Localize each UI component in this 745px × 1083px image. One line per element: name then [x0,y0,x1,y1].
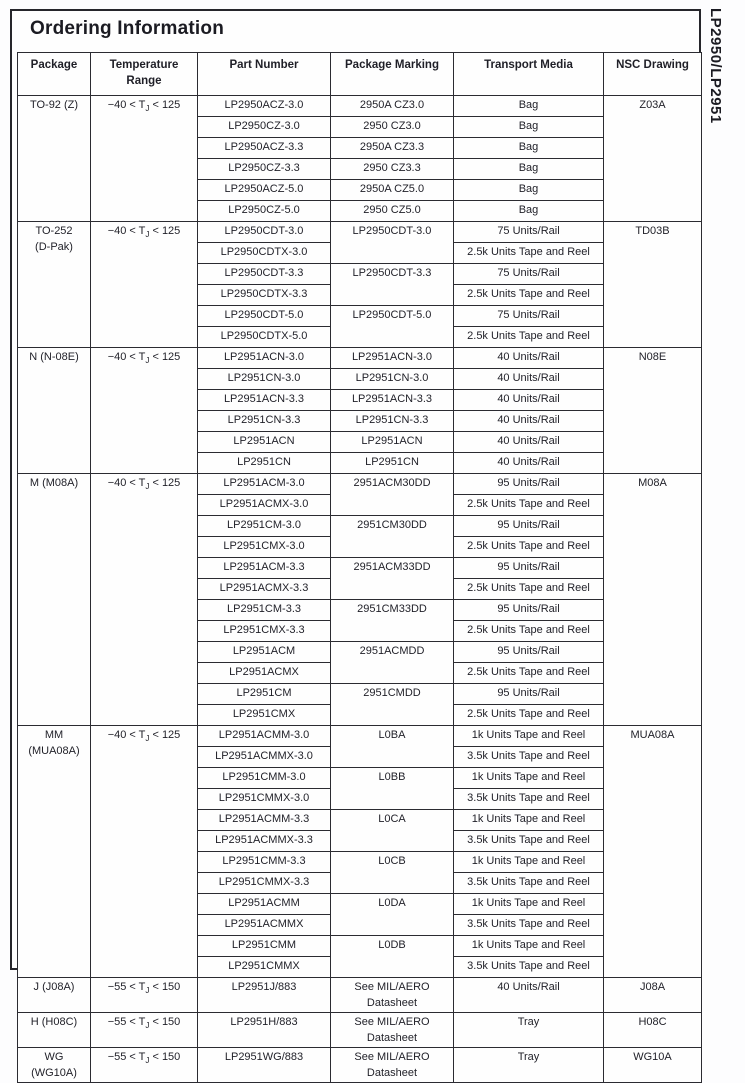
transport-media-cell: Bag [454,159,604,180]
part-number-cell: LP2951CMX-3.0 [198,537,331,558]
package-marking-cell: L0BB [331,768,454,810]
temperature-range-cell: $-40 < T_J < 125$ [91,348,198,474]
part-number-cell: LP2951ACMM-3.3 [198,810,331,831]
package-cell: N (N-08E) [18,348,91,474]
transport-media-cell: 40 Units/Rail [454,369,604,390]
part-number-cell: LP2951WG/883 [198,1048,331,1083]
package-cell: MM (MUA08A) [18,726,91,978]
transport-media-cell: 1k Units Tape and Reel [454,726,604,747]
transport-media-cell: 95 Units/Rail [454,516,604,537]
temp-subscript: J [145,734,150,744]
part-number-cell: LP2950CZ-5.0 [198,201,331,222]
transport-media-cell: Tray [454,1013,604,1048]
transport-media-cell: 3.5k Units Tape and Reel [454,747,604,768]
package-marking-cell: 2951ACMDD [331,642,454,684]
package-marking-cell: LP2951CN-3.0 [331,369,454,390]
package-marking-cell: 2951CM33DD [331,600,454,642]
header-part-number: Part Number [198,53,331,96]
transport-media-cell: 75 Units/Rail [454,222,604,243]
part-number-cell: LP2951CMX-3.3 [198,621,331,642]
header-row [18,53,702,96]
ordering-table-body [18,96,702,1083]
part-number-cell: LP2951CN-3.0 [198,369,331,390]
transport-media-cell: 2.5k Units Tape and Reel [454,705,604,726]
transport-media-cell: 40 Units/Rail [454,978,604,1013]
package-marking-cell: 2950 CZ3.3 [331,159,454,180]
part-number-cell: LP2950CDTX-3.3 [198,285,331,306]
nsc-drawing-cell: WG10A [604,1048,702,1083]
header-package-marking: Package Marking [331,53,454,96]
temperature-range-cell: $-55 < T_J < 150$ [91,978,198,1013]
transport-media-cell: 3.5k Units Tape and Reel [454,789,604,810]
transport-media-cell: 2.5k Units Tape and Reel [454,621,604,642]
package-marking-cell: 2951CMDD [331,684,454,726]
nsc-drawing-cell: N08E [604,348,702,474]
transport-media-cell: Bag [454,117,604,138]
part-number-cell: LP2951CM-3.3 [198,600,331,621]
transport-media-cell: 3.5k Units Tape and Reel [454,957,604,978]
temperature-range-cell: $-55 < T_J < 150$ [91,1048,198,1083]
transport-media-cell: 40 Units/Rail [454,390,604,411]
part-number-cell: LP2951CMM-3.3 [198,852,331,873]
part-number-cell: LP2950CDTX-5.0 [198,327,331,348]
table-row [18,1013,702,1048]
package-cell: WG (WG10A) [18,1048,91,1083]
nsc-drawing-cell: J08A [604,978,702,1013]
temperature-range-cell: $-40 < T_J < 125$ [91,222,198,348]
package-cell: TO-252 (D-Pak) [18,222,91,348]
header-transport-media: Transport Media [454,53,604,96]
temp-subscript: J [145,986,150,996]
transport-media-cell: 40 Units/Rail [454,411,604,432]
part-number-cell: LP2951ACN-3.0 [198,348,331,369]
part-number-cell: LP2951CMX [198,705,331,726]
header-package: Package [18,53,91,96]
package-cell: J (J08A) [18,978,91,1013]
temp-subscript: J [145,230,150,240]
table-row [18,726,702,747]
package-marking-cell: LP2951CN-3.3 [331,411,454,432]
transport-media-cell: 95 Units/Rail [454,642,604,663]
part-number-cell: LP2951CMM-3.0 [198,768,331,789]
package-marking-cell: LP2951CN [331,453,454,474]
table-row [18,96,702,117]
package-marking-cell: LP2951ACN [331,432,454,453]
ordering-table-header [18,53,702,96]
transport-media-cell: 1k Units Tape and Reel [454,768,604,789]
part-number-cell: LP2951CMMX-3.0 [198,789,331,810]
part-number-cell: LP2950ACZ-5.0 [198,180,331,201]
part-number-cell: LP2951CN-3.3 [198,411,331,432]
package-marking-cell: 2950A CZ5.0 [331,180,454,201]
transport-media-cell: 40 Units/Rail [454,432,604,453]
nsc-drawing-cell: MUA08A [604,726,702,978]
transport-media-cell: 3.5k Units Tape and Reel [454,915,604,936]
package-cell: TO-92 (Z) [18,96,91,222]
transport-media-cell: 75 Units/Rail [454,264,604,285]
transport-media-cell: 2.5k Units Tape and Reel [454,495,604,516]
temp-subscript: J [145,1021,150,1031]
temp-subscript: J [145,356,150,366]
package-marking-cell: 2951ACM30DD [331,474,454,516]
package-cell: M (M08A) [18,474,91,726]
transport-media-cell: 95 Units/Rail [454,558,604,579]
package-marking-cell: See MIL/AERO Datasheet [331,978,454,1013]
transport-media-cell: 3.5k Units Tape and Reel [454,873,604,894]
transport-media-cell: 2.5k Units Tape and Reel [454,243,604,264]
package-marking-cell: See MIL/AERO Datasheet [331,1048,454,1083]
part-number-cell: LP2951CMMX-3.3 [198,873,331,894]
header-temperature-range: Temperature Range [91,53,198,96]
table-row [18,348,702,369]
transport-media-cell: 95 Units/Rail [454,474,604,495]
transport-media-cell: 2.5k Units Tape and Reel [454,327,604,348]
package-marking-cell: LP2951ACN-3.3 [331,390,454,411]
nsc-drawing-cell: M08A [604,474,702,726]
transport-media-cell: 2.5k Units Tape and Reel [454,537,604,558]
part-number-cell: LP2951ACN [198,432,331,453]
transport-media-cell: 2.5k Units Tape and Reel [454,663,604,684]
transport-media-cell: 1k Units Tape and Reel [454,936,604,957]
part-number-cell: LP2951CMM [198,936,331,957]
part-number-cell: LP2951ACMX [198,663,331,684]
part-number-cell: LP2951ACMM [198,894,331,915]
temperature-range-cell: $-40 < T_J < 125$ [91,96,198,222]
part-number-cell: LP2951ACN-3.3 [198,390,331,411]
transport-media-cell: 40 Units/Rail [454,453,604,474]
transport-media-cell: 1k Units Tape and Reel [454,852,604,873]
package-marking-cell: LP2950CDT-5.0 [331,306,454,348]
nsc-drawing-cell: H08C [604,1013,702,1048]
transport-media-cell: Bag [454,180,604,201]
package-marking-cell: L0DB [331,936,454,978]
part-number-cell: LP2951ACMX-3.3 [198,579,331,600]
part-number-cell: LP2951J/883 [198,978,331,1013]
part-number-cell: LP2951ACM [198,642,331,663]
package-marking-cell: See MIL/AERO Datasheet [331,1013,454,1048]
datasheet-part-side-label: LP2950/LP2951 [707,8,724,124]
temperature-range-cell: $-40 < T_J < 125$ [91,726,198,978]
part-number-cell: LP2951H/883 [198,1013,331,1048]
transport-media-cell: 1k Units Tape and Reel [454,894,604,915]
part-number-cell: LP2950CZ-3.3 [198,159,331,180]
transport-media-cell: Bag [454,138,604,159]
package-marking-cell: L0DA [331,894,454,936]
transport-media-cell: 95 Units/Rail [454,600,604,621]
transport-media-cell: 1k Units Tape and Reel [454,810,604,831]
temp-subscript: J [145,482,150,492]
part-number-cell: LP2950ACZ-3.0 [198,96,331,117]
header-nsc-drawing: NSC Drawing [604,53,702,96]
part-number-cell: LP2950CDT-3.0 [198,222,331,243]
page-title: Ordering Information [30,18,224,39]
transport-media-cell: 2.5k Units Tape and Reel [454,579,604,600]
package-marking-cell: 2951ACM33DD [331,558,454,600]
part-number-cell: LP2951ACMMX [198,915,331,936]
nsc-drawing-cell: Z03A [604,96,702,222]
part-number-cell: LP2951ACMMX-3.0 [198,747,331,768]
package-marking-cell: LP2950CDT-3.3 [331,264,454,306]
ordering-table [17,52,702,1083]
package-cell: H (H08C) [18,1013,91,1048]
transport-media-cell: 75 Units/Rail [454,306,604,327]
table-row [18,474,702,495]
package-marking-cell: L0BA [331,726,454,768]
part-number-cell: LP2950CZ-3.0 [198,117,331,138]
part-number-cell: LP2950CDT-5.0 [198,306,331,327]
part-number-cell: LP2950CDTX-3.0 [198,243,331,264]
part-number-cell: LP2950CDT-3.3 [198,264,331,285]
package-marking-cell: 2951CM30DD [331,516,454,558]
transport-media-cell: 95 Units/Rail [454,684,604,705]
part-number-cell: LP2951CN [198,453,331,474]
package-marking-cell: 2950A CZ3.0 [331,96,454,117]
nsc-drawing-cell: TD03B [604,222,702,348]
part-number-cell: LP2951CMMX [198,957,331,978]
transport-media-cell: Tray [454,1048,604,1083]
part-number-cell: LP2951ACMMX-3.3 [198,831,331,852]
package-marking-cell: LP2950CDT-3.0 [331,222,454,264]
part-number-cell: LP2951CM [198,684,331,705]
package-marking-cell: L0CA [331,810,454,852]
temperature-range-cell: $-40 < T_J < 125$ [91,474,198,726]
table-row [18,222,702,243]
part-number-cell: LP2951CM-3.0 [198,516,331,537]
temp-subscript: J [145,104,150,114]
part-number-cell: LP2951ACM-3.0 [198,474,331,495]
table-row [18,1048,702,1083]
package-marking-cell: LP2951ACN-3.0 [331,348,454,369]
part-number-cell: LP2951ACMM-3.0 [198,726,331,747]
transport-media-cell: Bag [454,201,604,222]
part-number-cell: LP2951ACMX-3.0 [198,495,331,516]
temp-subscript: J [145,1056,150,1066]
transport-media-cell: Bag [454,96,604,117]
part-number-cell: LP2950ACZ-3.3 [198,138,331,159]
transport-media-cell: 3.5k Units Tape and Reel [454,831,604,852]
transport-media-cell: 40 Units/Rail [454,348,604,369]
part-number-cell: LP2951ACM-3.3 [198,558,331,579]
package-marking-cell: 2950A CZ3.3 [331,138,454,159]
package-marking-cell: 2950 CZ3.0 [331,117,454,138]
temperature-range-cell: $-55 < T_J < 150$ [91,1013,198,1048]
transport-media-cell: 2.5k Units Tape and Reel [454,285,604,306]
package-marking-cell: 2950 CZ5.0 [331,201,454,222]
package-marking-cell: L0CB [331,852,454,894]
